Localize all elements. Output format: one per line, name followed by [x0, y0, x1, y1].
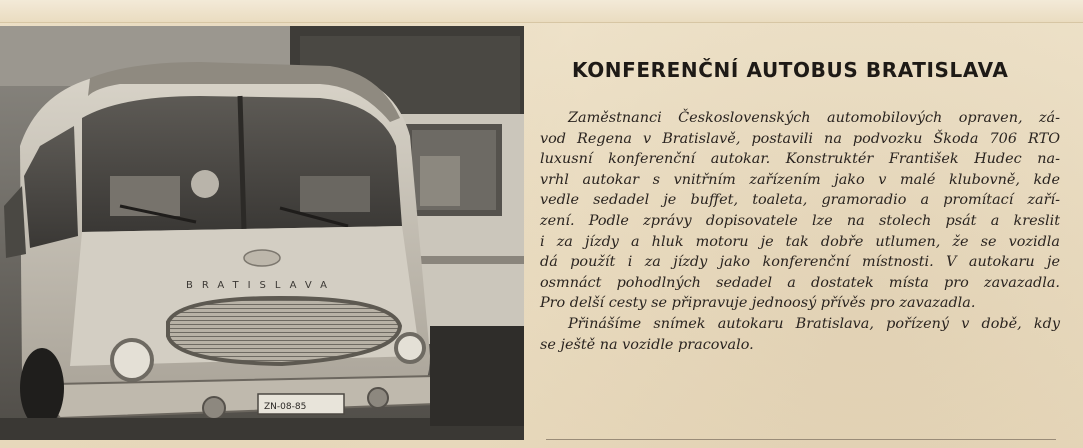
- article-line: vod Regena v Bratislavě, postavili na podvozku Škoda 706 RTO: [540, 130, 1060, 147]
- article-line: se ještě na vozidle pracovalo.: [540, 336, 754, 353]
- bus-name-lettering: BRATISLAVA: [186, 280, 336, 291]
- article-line: luxusní konferenční autokar. Konstruktér František Hudec na-: [540, 151, 1060, 168]
- article: [540, 58, 1060, 355]
- article-line: Přinášíme snímek autokaru Bratislava, pořízený v době, kdy: [568, 315, 1060, 332]
- article-line: vedle sedadel je buffet, toaleta, gramoradio a promítací zaří-: [540, 192, 1060, 209]
- license-plate-text: ZN-08-85: [264, 402, 307, 412]
- article-line: vrhl autokar s vnitřním zařízením jako v malé klubovně, kde: [540, 171, 1060, 188]
- article-body: [540, 108, 1060, 355]
- article-title: KONFERENČNÍ AUTOBUS BRATISLAVA: [572, 58, 1009, 82]
- article-line: Pro delší cesty se připravuje jednoosý přívěs pro zavazadla.: [540, 295, 976, 312]
- article-line: i za jízdy a hluk motoru je tak dobře utlumen, že se vozidla: [540, 233, 1060, 250]
- article-line: Zaměstnanci Československých automobilových opraven, zá-: [568, 110, 1060, 126]
- article-line: dá použít i za jízdy jako konferenční místnosti. V autokaru je: [540, 254, 1060, 271]
- article-line: osmnáct pohodlných sedadel a dostatek místa pro zavazadla.: [540, 274, 1060, 291]
- bus-photo-illustration: [0, 26, 524, 440]
- bottom-rule: [546, 439, 1056, 440]
- bus-photo: [0, 26, 524, 440]
- article-line: zení. Podle zprávy dopisovatele lze na stolech psát a kreslit: [540, 212, 1060, 229]
- page-top-edge: [0, 0, 1083, 23]
